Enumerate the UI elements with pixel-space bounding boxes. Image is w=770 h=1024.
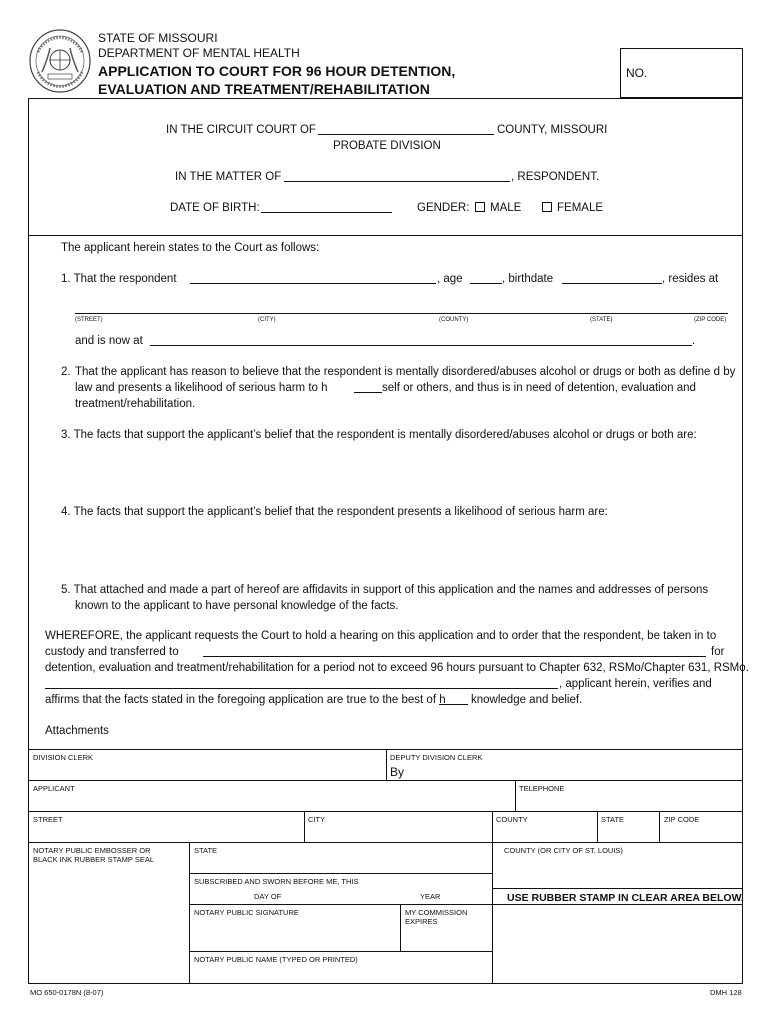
court-suffix: COUNTY, MISSOURI (497, 124, 608, 136)
now-at-label: and is now at (75, 335, 143, 347)
commission-expires-field[interactable] (402, 928, 491, 950)
female-label: FEMALE (557, 202, 604, 214)
notary-state-label: STATE (194, 846, 218, 855)
male-label: MALE (490, 202, 522, 214)
court-prefix: IN THE CIRCUIT COURT OF (166, 124, 316, 136)
item5-line2: known to the applicant to have personal knowledge of the facts. (75, 600, 399, 612)
female-checkbox[interactable] (542, 202, 552, 212)
division-clerk-field[interactable] (29, 750, 385, 779)
state-label: STATE (601, 815, 625, 824)
item1-age-label: , age (437, 273, 463, 285)
notary-state-field[interactable] (191, 856, 491, 872)
item5-line1: 5. That attached and made a part of hereof are affidavits in support of this application and the names and addresses of persons (61, 584, 709, 596)
birthdate-field[interactable] (562, 283, 662, 284)
table-line (492, 811, 493, 842)
zip-label: ZIP CODE (664, 815, 700, 824)
wherefore-line5a: affirms that the facts stated in the foregoing application are true to the best of h (45, 694, 446, 706)
deputy-clerk-field[interactable] (408, 762, 738, 779)
respondent-field[interactable] (190, 283, 436, 284)
table-line (28, 780, 743, 781)
applicant-name-field[interactable] (45, 688, 558, 689)
table-line (304, 811, 305, 842)
division-clerk-label: DIVISION CLERK (33, 753, 94, 762)
now-at-period: . (692, 335, 696, 347)
now-at-field[interactable] (150, 345, 692, 346)
city-label: CITY (308, 815, 326, 824)
dob-field[interactable] (261, 212, 392, 213)
addr-state-caption: (STATE) (590, 317, 613, 323)
by-label: By (390, 765, 405, 779)
item2-line2b: self or others, and thus is in need of detention, evaluation and (382, 382, 696, 394)
zip-field[interactable] (661, 824, 742, 841)
city-field[interactable] (306, 824, 491, 841)
wherefore-pronoun-field[interactable] (439, 704, 468, 705)
table-line (28, 811, 743, 812)
telephone-field[interactable] (517, 793, 742, 810)
subscribed-label: SUBSCRIBED AND SWORN BEFORE ME, THIS (194, 877, 359, 886)
respondent-name-field[interactable] (284, 181, 510, 182)
notary-name-label: NOTARY PUBLIC NAME (TYPED OR PRINTED) (194, 955, 358, 964)
gender-label: GENDER: (417, 202, 470, 214)
form-title-line1: APPLICATION TO COURT FOR 96 HOUR DETENTION, (98, 63, 456, 79)
wherefore-line1: WHEREFORE, the applicant requests the Court to hold a hearing on this application and to order that the respondent, be taken in to (45, 630, 717, 642)
notary-seal-label-line2: BLACK INK RUBBER STAMP SEAL (33, 855, 155, 864)
caption-divider (28, 235, 743, 236)
commission-label-line2: EXPIRES (405, 917, 438, 926)
wherefore-line2b: for (711, 646, 725, 658)
item1-resides-label: , resides at (662, 273, 719, 285)
item2-line2a: law and presents a likelihood of serious harm to h (75, 382, 328, 394)
table-line (386, 749, 387, 780)
attachments-label: Attachments (45, 725, 109, 737)
county-label: COUNTY (496, 815, 528, 824)
table-line (515, 780, 516, 811)
intro-text: The applicant herein states to the Court as follows: (61, 242, 320, 254)
county-field-table[interactable] (494, 824, 596, 841)
street-field[interactable] (29, 824, 303, 841)
item2-pronoun-field[interactable] (354, 392, 382, 393)
address-field[interactable] (75, 313, 728, 314)
notary-signature-field[interactable] (191, 918, 399, 950)
dmh-number: DMH 128 (710, 988, 742, 997)
state-seal-icon (28, 28, 92, 94)
table-line (597, 811, 598, 842)
rubber-stamp-instruction: USE RUBBER STAMP IN CLEAR AREA BELOW. (507, 892, 744, 904)
age-field[interactable] (470, 283, 502, 284)
notary-signature-label: NOTARY PUBLIC SIGNATURE (194, 908, 299, 917)
table-line (492, 888, 743, 889)
form-title-line2: EVALUATION AND TREATMENT/REHABILITATION (98, 81, 430, 97)
table-line (28, 842, 743, 843)
wherefore-line2a: custody and transferred to (45, 646, 179, 658)
department-name: DEPARTMENT OF MENTAL HEALTH (98, 46, 300, 60)
matter-suffix: , RESPONDENT. (511, 171, 600, 183)
wherefore-line3: detention, evaluation and treatment/rehabilitation for a period not to exceed 96 hours pursuant to Chapter 632, RSMo/Chapter 631, RSMo. (45, 662, 749, 674)
case-number-label: NO. (626, 66, 648, 80)
table-line (189, 842, 190, 984)
item4-answer-area[interactable] (75, 523, 728, 579)
notary-seal-area (29, 866, 188, 983)
table-line (189, 951, 492, 952)
notary-name-field[interactable] (191, 965, 491, 983)
day-of-label: DAY OF (254, 892, 282, 901)
applicant-field[interactable] (29, 793, 514, 810)
addr-city-caption: (CITY) (258, 317, 276, 323)
item1-text: 1. That the respondent (61, 273, 177, 285)
year-label: YEAR (420, 892, 441, 901)
commission-label-line1: MY COMMISSION (405, 908, 468, 917)
notary-seal-label-line1: NOTARY PUBLIC EMBOSSER OR (33, 846, 151, 855)
state-name: STATE OF MISSOURI (98, 31, 218, 45)
item2-number: 2. (61, 366, 71, 378)
county-field[interactable] (318, 134, 494, 135)
table-line (492, 842, 493, 984)
notary-county-label: COUNTY (OR CITY OF ST. LOUIS) (504, 846, 623, 855)
matter-prefix: IN THE MATTER OF (175, 171, 282, 183)
form-number: MO 650-0178N (8-07) (30, 988, 104, 997)
table-line (400, 904, 401, 951)
table-line (659, 811, 660, 842)
street-label: STREET (33, 815, 63, 824)
item2-line3: treatment/rehabilitation. (75, 398, 196, 410)
item3-text: 3. The facts that support the applicant’s belief that the respondent is mentally disordered/abuses alcohol or drugs or both are: (61, 429, 697, 441)
addr-street-caption: (STREET) (75, 317, 103, 323)
item4-text: 4. The facts that support the applicant’s belief that the respondent presents a likelihood of serious harm are: (61, 506, 608, 518)
wherefore-line4: , applicant herein, verifies and (559, 678, 712, 690)
applicant-label: APPLICANT (33, 784, 75, 793)
deputy-clerk-label: DEPUTY DIVISION CLERK (390, 753, 483, 762)
facility-field[interactable] (203, 656, 706, 657)
probate-division: PROBATE DIVISION (333, 140, 441, 152)
item1-birthdate-label: , birthdate (502, 273, 554, 285)
dob-label: DATE OF BIRTH: (170, 202, 260, 214)
wherefore-line5b: knowledge and belief. (471, 694, 583, 706)
male-checkbox[interactable] (475, 202, 485, 212)
addr-zip-caption: (ZIP CODE) (694, 317, 727, 323)
telephone-label: TELEPHONE (519, 784, 565, 793)
state-field[interactable] (599, 824, 658, 841)
item3-answer-area[interactable] (75, 446, 728, 502)
addr-county-caption: (COUNTY) (439, 317, 469, 323)
item2-line1: That the applicant has reason to believe that the respondent is mentally disordered/abuses alcohol or drugs or both as define d by (75, 366, 736, 378)
notary-county-field[interactable] (494, 856, 742, 887)
rubber-stamp-area (494, 906, 742, 983)
table-line (189, 873, 492, 874)
